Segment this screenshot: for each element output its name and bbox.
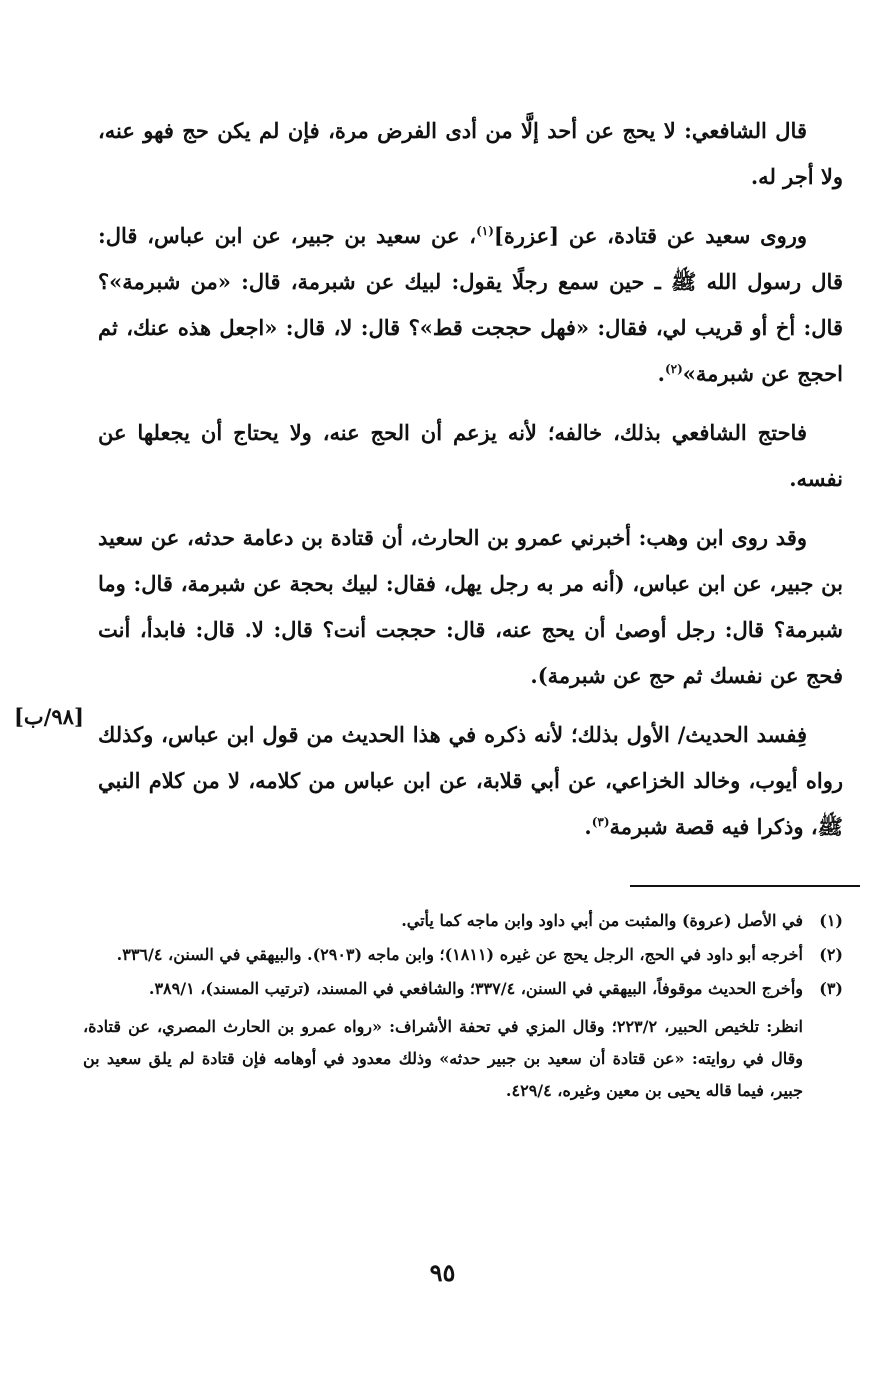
footnote-text: وأخرج الحديث موقوفاً، البيهقي في السنن، ٣٣٧/٤؛ والشافعي في المسند، (ترتيب المسند)، ٣٨٩/١.	[148, 979, 803, 998]
paragraph: فاحتج الشافعي بذلك، خالفه؛ لأنه يزعم أن الحج عنه، ولا يحتاج أن يجعلها عن نفسه.	[98, 420, 843, 491]
main-text	[98, 108, 843, 863]
footnote	[83, 973, 843, 1005]
footnote-separator	[630, 885, 860, 887]
footnote-continuation: انظر: تلخيص الحبير، ٢٢٣/٢؛ وقال المزي في تحفة الأشراف: «رواه عمرو بن الحارث المصري، عن قتادة، وقال في روايته: «عن قتادة أن سعيد بن جبير حدثه» وذلك معدود في أوهامه فإن قتادة لم يلق سعيد بن جبير، فيما قاله يحيى بن معين وغيره، ٤٢٩/٤.	[83, 1017, 804, 1100]
footnote-text: أخرجه أبو داود في الحج، الرجل يحج عن غيره (١٨١١)؛ وابن ماجه (٢٩٠٣). والبيهقي في السنن، ٣٣٦/٤.	[116, 945, 803, 964]
footnote-number: (١)	[819, 911, 843, 930]
footnote	[83, 939, 843, 971]
footnote-marker[interactable]: (٢)	[664, 362, 683, 376]
paragraph: قال الشافعي: لا يحج عن أحد إلَّا من أدى الفرض مرة، فإن لم يكن حج فهو عنه، ولا أجر له.	[98, 118, 843, 189]
footnotes	[83, 905, 843, 1107]
footnote-marker[interactable]: (١)	[476, 224, 494, 238]
footnote	[83, 905, 843, 937]
footnote-number: (٣)	[819, 979, 843, 998]
footnote-text: في الأصل (عروة) والمثبت من أبي داود وابن ماجه كما يأتي.	[401, 911, 803, 930]
paragraph: وروى سعيد عن قتادة، عن [عزرة]$^{(١)}$، عن سعيد بن جبير، عن ابن عباس، قال: قال رسول الله ﷺ ـ حين سمع رجلًا يقول: لبيك عن شبرمة، قال: «من شبرمة»؟ قال: أخ أو قريب لي، فقال: «فهل حججت قط»؟ قال: لا، قال: «اجعل هذه عنك، ثم احجج عن شبرمة»$^{(٢)}$.	[98, 223, 843, 386]
paragraph: وقد روى ابن وهب: أخبرني عمرو بن الحارث، أن قتادة بن دعامة حدثه، عن سعيد بن جبير، عن ابن عباس، (أنه مر به رجل يهل، فقال: لبيك بحجة عن شبرمة، قال: وما شبرمة؟ قال: رجل أوصىٰ أن يحج عنه، قال: حججت أنت؟ قال: لا. قال: فابدأ، أنت فحج عن نفسك ثم حج عن شبرمة).	[98, 525, 843, 688]
page-number: ٩٥	[429, 1258, 456, 1287]
manuscript-folio-marker: [٩٨/ب]	[14, 704, 84, 729]
footnote-marker[interactable]: (٣)	[591, 815, 610, 829]
footnote-number: (٢)	[819, 945, 843, 964]
paragraph: فِفسد الحديث/ الأول بذلك؛ لأنه ذكره في هذا الحديث من قول ابن عباس، وكذلك رواه أيوب، وخالد الخزاعي، عن أبي قلابة، عن ابن عباس من كلامه، لا من كلام النبي ﷺ، وذكرا فيه قصة شبرمة$^{(٣)}$.	[98, 722, 843, 839]
